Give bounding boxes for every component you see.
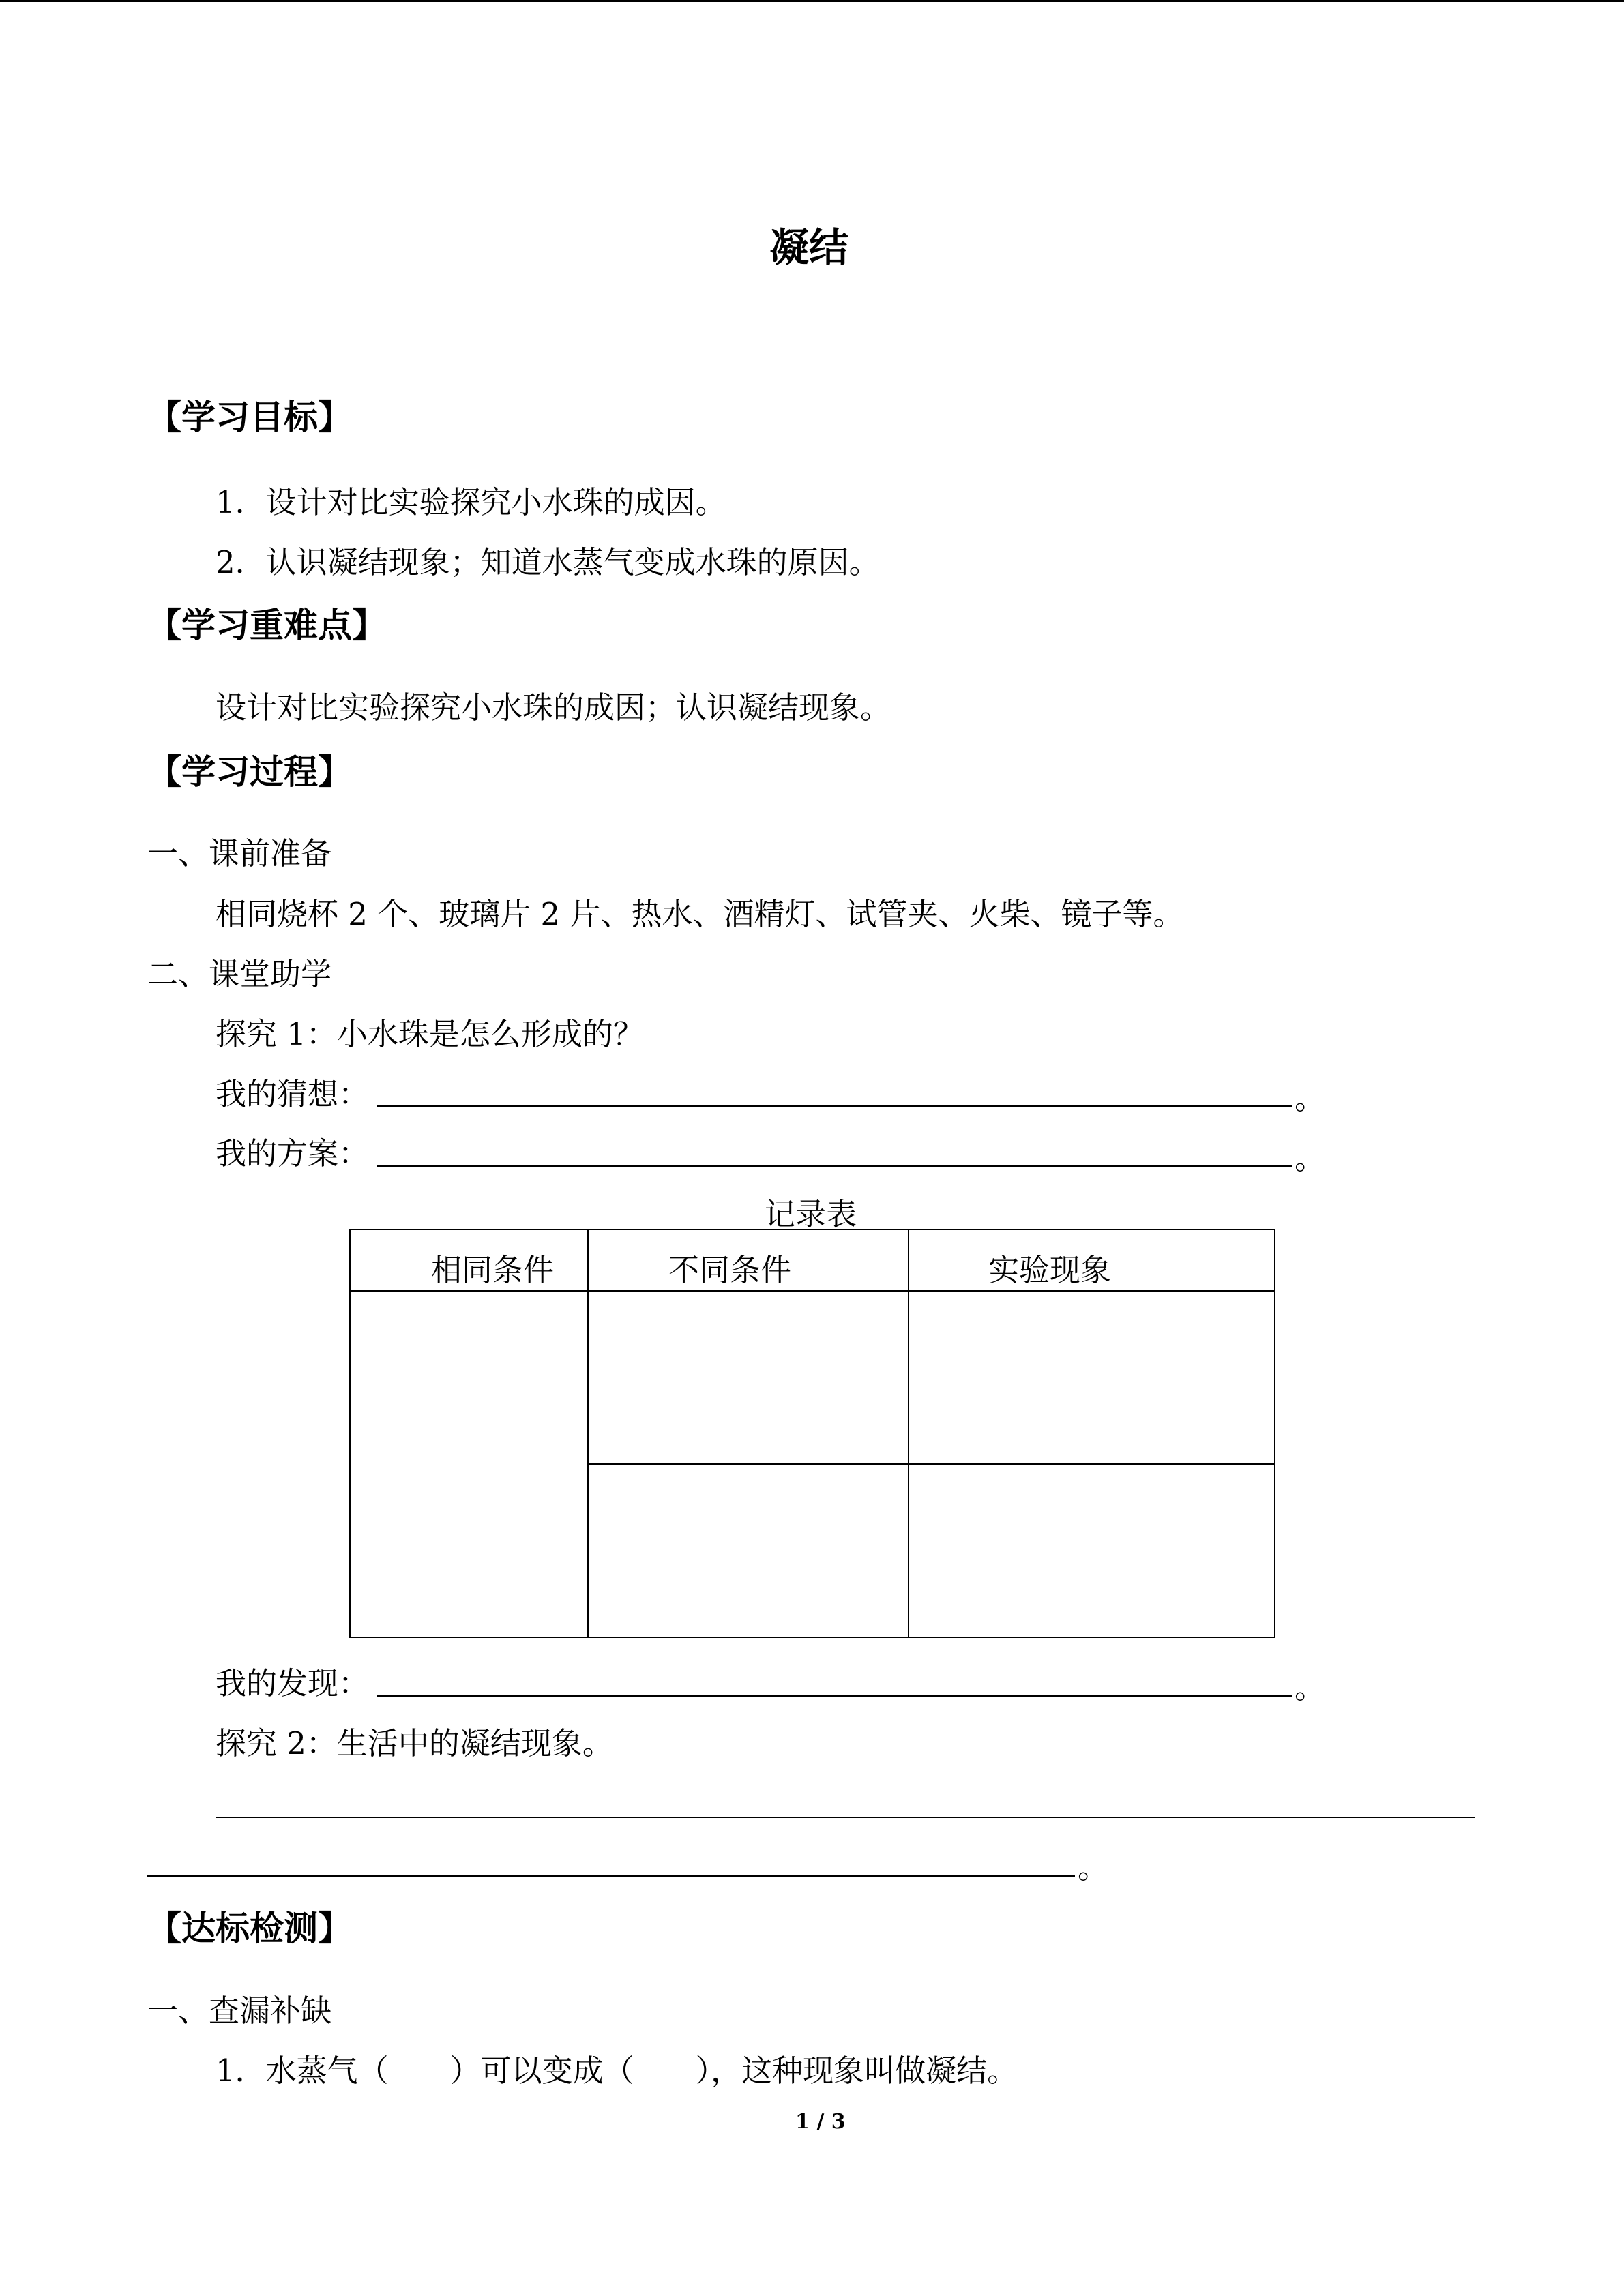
- page-top-border: [0, 0, 1624, 2]
- finding-label: 我的发现：: [216, 1665, 370, 1701]
- class-heading: 二、课堂助学: [147, 956, 332, 992]
- prep-heading: 一、课前准备: [147, 835, 332, 871]
- inquiry-1: 探究 1：小水珠是怎么形成的？: [216, 1016, 644, 1052]
- table-caption: 记录表: [765, 1196, 857, 1232]
- goal-item-1: 1．设计对比实验探究小水珠的成因。: [216, 484, 726, 520]
- inquiry-2-answer-line-1[interactable]: [216, 1817, 1475, 1818]
- guess-period: 。: [1295, 1080, 1326, 1116]
- guess-answer-line[interactable]: [377, 1105, 1292, 1107]
- plan-answer-line[interactable]: [377, 1165, 1292, 1167]
- table-header-different-conditions: 不同条件: [668, 1252, 792, 1288]
- table-cell-phenomenon-2[interactable]: [909, 1465, 1274, 1637]
- inquiry-2-period: 。: [1078, 1849, 1109, 1885]
- test-sub-heading: 一、查漏补缺: [147, 1993, 332, 2029]
- inquiry-2-answer-line-2[interactable]: [147, 1875, 1075, 1877]
- page-title: 凝结: [769, 224, 849, 271]
- table-cell-phenomenon-1[interactable]: [909, 1292, 1274, 1463]
- section-heading-goals: 【学习目标】: [147, 398, 352, 437]
- inquiry-2: 探究 2：生活中的凝结现象。: [216, 1725, 613, 1761]
- table-header-phenomenon: 实验现象: [988, 1252, 1112, 1288]
- guess-label: 我的猜想：: [216, 1076, 370, 1112]
- table-cell-same-conditions[interactable]: [351, 1292, 587, 1637]
- section-heading-key-points: 【学习重难点】: [147, 606, 386, 645]
- finding-period: 。: [1295, 1669, 1326, 1705]
- table-cell-different-1[interactable]: [589, 1292, 908, 1463]
- goal-item-2: 2．认识凝结现象；知道水蒸气变成水珠的原因。: [216, 544, 880, 580]
- page-number: 1 / 3: [795, 2110, 846, 2134]
- finding-answer-line[interactable]: [377, 1695, 1292, 1697]
- table-header-same-conditions: 相同条件: [431, 1252, 555, 1288]
- plan-label: 我的方案：: [216, 1135, 370, 1172]
- key-points-text: 设计对比实验探究小水珠的成因；认识凝结现象。: [216, 689, 891, 726]
- section-heading-test: 【达标检测】: [147, 1909, 352, 1948]
- plan-period: 。: [1295, 1140, 1326, 1176]
- section-heading-process: 【学习过程】: [147, 752, 352, 792]
- prep-text: 相同烧杯 2 个、玻璃片 2 片、热水、酒精灯、试管夹、火柴、镜子等。: [216, 896, 1184, 932]
- record-table: [349, 1229, 1275, 1638]
- test-question-1: 1．水蒸气（ ）可以变成（ ），这种现象叫做凝结。: [216, 2053, 1018, 2089]
- table-cell-different-2[interactable]: [589, 1465, 908, 1637]
